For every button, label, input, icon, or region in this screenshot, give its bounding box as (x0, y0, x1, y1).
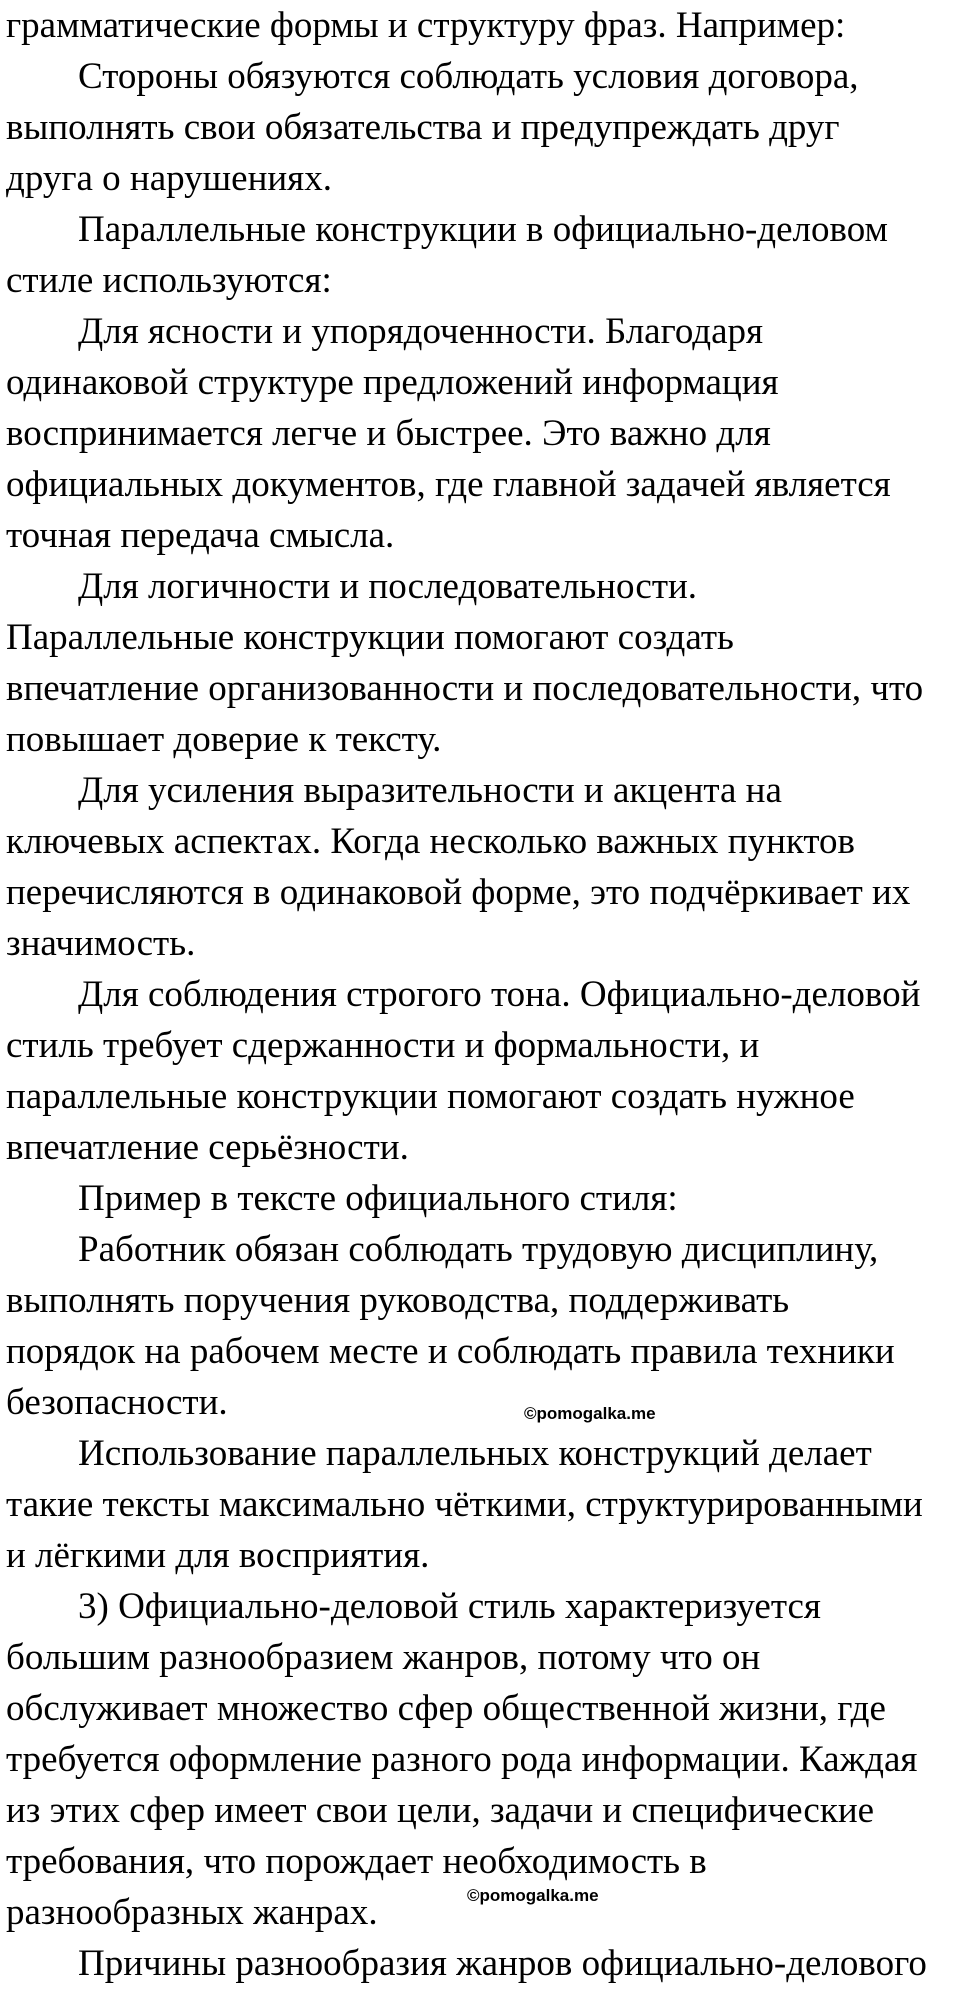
text-line: впечатление серьёзности. (6, 1127, 409, 1168)
text-line: Параллельные конструкции помогают создать (6, 617, 734, 658)
text-line: воспринимается легче и быстрее. Это важно для (6, 413, 771, 454)
text-line: и лёгкими для восприятия. (6, 1535, 430, 1576)
text-line: Для ясности и упорядоченности. Благодаря (78, 311, 764, 352)
text-line: выполнять поручения руководства, поддерживать (6, 1280, 790, 1321)
text-line: безопасности. (6, 1382, 228, 1423)
text-line: стиль требует сдержанности и формальности, и (6, 1025, 760, 1066)
text-line: повышает доверие к тексту. (6, 719, 442, 760)
text-line: Причины разнообразия жанров официально-делового (78, 1943, 927, 1984)
text-line: требования, что порождает необходимость в (6, 1841, 707, 1882)
text-line: Работник обязан соблюдать трудовую дисциплину, (78, 1229, 879, 1270)
text-line: Использование параллельных конструкций делает (78, 1433, 872, 1474)
text-line: Параллельные конструкции в официально-деловом (78, 209, 888, 250)
text-line: порядок на рабочем месте и соблюдать правила техники (6, 1331, 895, 1372)
watermark-text: ©pomogalka.me (467, 1886, 599, 1905)
text-line: Стороны обязуются соблюдать условия договора, (78, 56, 859, 97)
text-line: выполнять свои обязательства и предупреждать друг (6, 107, 840, 148)
watermark-text: ©pomogalka.me (524, 1404, 656, 1423)
text-line: 3) Официально-деловой стиль характеризуется (78, 1586, 821, 1627)
text-line: точная передача смысла. (6, 515, 395, 556)
text-line: Для соблюдения строгого тона. Официально-деловой (78, 974, 921, 1015)
text-line: Для усиления выразительности и акцента на (78, 770, 782, 811)
text-line: требуется оформление разного рода информации. Каждая (6, 1739, 918, 1780)
text-line: значимость. (6, 923, 196, 964)
text-line: ключевых аспектах. Когда несколько важных пунктов (6, 821, 856, 862)
text-line: обслуживает множество сфер общественной жизни, где (6, 1688, 886, 1729)
text-line: друга о нарушениях. (6, 158, 332, 199)
text-line: впечатление организованности и последовательности, что (6, 668, 924, 709)
text-line: грамматические формы и структуру фраз. Например: (6, 5, 846, 46)
text-line: Для логичности и последовательности. (78, 566, 698, 607)
text-line: такие тексты максимально чёткими, структурированными (6, 1484, 923, 1525)
text-line: официальных документов, где главной задачей является (6, 464, 891, 505)
text-line: стиле используются: (6, 260, 332, 301)
text-line: параллельные конструкции помогают создать нужное (6, 1076, 855, 1117)
text-line: Пример в тексте официального стиля: (78, 1178, 678, 1219)
text-line: большим разнообразием жанров, потому что он (6, 1637, 761, 1678)
text-line: одинаковой структуре предложений информация (6, 362, 779, 403)
text-line: из этих сфер имеет свои цели, задачи и специфические (6, 1790, 875, 1831)
text-line: разнообразных жанрах. (6, 1892, 378, 1933)
text-line: перечисляются в одинаковой форме, это подчёркивает их (6, 872, 911, 913)
